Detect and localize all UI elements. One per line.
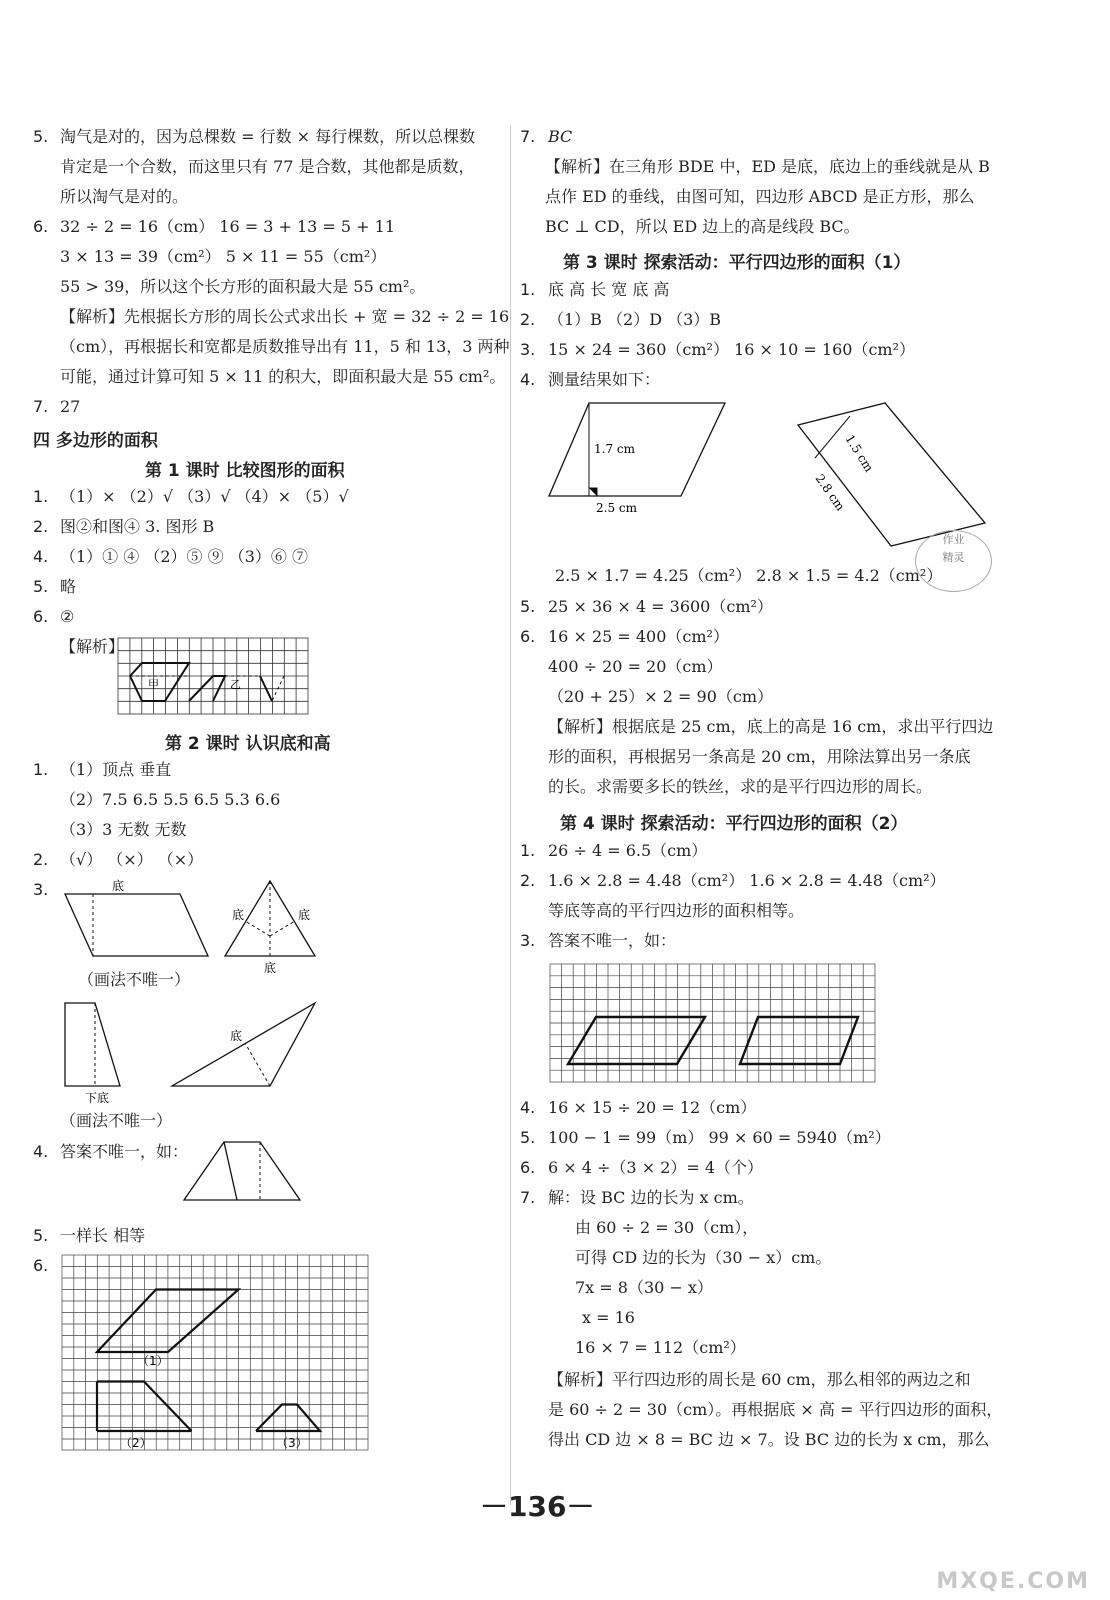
l3-q4-answer: 测量结果如下： <box>548 370 661 389</box>
page-number: －136－ <box>480 1490 595 1523</box>
r-q7-number: 7. <box>520 127 536 146</box>
l3-q6-analysis3: 的长。求需要多长的铁丝，求的是平行四边形的周长。 <box>548 777 933 796</box>
l4-q7-analysis2: 是 60 ÷ 2 = 30（cm）。再根据底 × 高 = 平行四边形的面积， <box>548 1400 1003 1419</box>
lesson2-title: 第 2 课时 认识底和高 <box>165 734 331 754</box>
q5-number: 5. <box>33 127 49 146</box>
l4-q6-answer: 6 × 4 ÷（3 × 2）= 4（个） <box>548 1158 764 1177</box>
l1-q1-number: 1. <box>33 487 49 506</box>
l3-q6-analysis2: 形的面积，再根据另一条高是 20 cm，用除法算出另一条底 <box>548 747 971 766</box>
l1-analysis-label: 【解析】 <box>60 637 125 656</box>
q3-label-6: 下底 <box>85 1091 110 1105</box>
l1-q5-answer: 略 <box>60 577 77 596</box>
l4-q5-number: 5. <box>520 1128 536 1147</box>
q6-line1: 32 ÷ 2 = 16（cm） 16 = 3 + 13 = 5 + 11 <box>60 217 396 236</box>
l2-q4-trapezoid <box>182 1140 302 1202</box>
l3-q5-answer: 25 × 36 × 4 = 3600（cm²） <box>548 597 773 616</box>
l4-q6-number: 6. <box>520 1158 536 1177</box>
l2-q3-shapes-bottom <box>60 998 320 1108</box>
q3-note-1: （画法不唯一） <box>78 970 191 989</box>
l4-q2-number: 2. <box>520 871 536 890</box>
l4-q3-answer: 答案不唯一，如： <box>548 931 677 950</box>
l2-q4-answer: 答案不唯一，如： <box>60 1142 189 1161</box>
q3-label-1: 底 <box>112 879 125 893</box>
l2-q1-line1: （1）顶点 垂直 <box>60 760 172 779</box>
q3-label-5: 底 <box>230 1029 243 1043</box>
q7-number: 7. <box>33 397 49 416</box>
column-divider <box>510 125 511 1505</box>
l3-q1-number: 1. <box>520 280 536 299</box>
l4-q1-answer: 26 ÷ 4 = 6.5（cm） <box>548 841 708 860</box>
l4-q2-line1: 1.6 × 2.8 = 4.48（cm²） 1.6 × 2.8 = 4.48（cm²） <box>548 871 946 890</box>
l3-q6-line3: （20 + 25）× 2 = 90（cm） <box>548 687 774 706</box>
q6-line2: 3 × 13 = 39（cm²） 5 × 11 = 55（cm²） <box>60 247 387 266</box>
l4-q3-number: 3. <box>520 931 536 950</box>
stamp-logo: 作业 精灵 <box>915 530 992 592</box>
l2-q6-number: 6. <box>33 1256 49 1275</box>
l3-q4-number: 4. <box>520 370 536 389</box>
watermark: MXQE.COM <box>936 1569 1090 1594</box>
l3-q3-number: 3. <box>520 340 536 359</box>
l4-q7-analysis3: 得出 CD 边 × 8 = BC 边 × 7。设 BC 边的长为 x cm，那么 <box>548 1430 990 1449</box>
q4-label-4: 2.8 cm <box>812 471 848 514</box>
l4-q7-line6: 16 × 7 = 112（cm²） <box>575 1338 746 1357</box>
lesson4-title: 第 4 课时 探索活动：平行四边形的面积（2） <box>560 814 908 834</box>
l4-q2-line2: 等底等高的平行四边形的面积相等。 <box>548 901 805 920</box>
l4-q4-number: 4. <box>520 1098 536 1117</box>
l4-q7-line3: 可得 CD 边的长为（30 − x）cm。 <box>575 1248 832 1267</box>
q3-label-4: 底 <box>264 961 277 975</box>
l3-q2-answer: （1）B （2）D （3）B <box>548 310 722 329</box>
l2-q1-line3: （3）3 无数 无数 <box>60 820 187 839</box>
l4-q5-answer: 100 − 1 = 99（m） 99 × 60 = 5940（m²） <box>548 1128 891 1147</box>
q6-label-1: （1） <box>137 1354 169 1368</box>
l3-q6-number: 6. <box>520 627 536 646</box>
r-q7-analysis2: 点作 ED 的垂线，由图可知，四边形 ABCD 是正方形，那么 <box>545 187 975 206</box>
l3-q6-analysis1: 【解析】根据底是 25 cm，底上的高是 16 cm，求出平行四边 <box>548 717 994 736</box>
q4-label-1: 1.7 cm <box>594 442 635 456</box>
l4-q7-number: 7. <box>520 1188 536 1207</box>
l4-q7-line4: 7x = 8（30 − x） <box>575 1278 713 1297</box>
grid-label-yi: 乙 <box>230 678 241 691</box>
q5-line1: 淘气是对的，因为总棵数 = 行数 × 每行棵数，所以总棵数 <box>60 127 476 146</box>
l1-q4-answer: （1）① ④ （2）⑤ ⑨ （3）⑥ ⑦ <box>60 547 308 566</box>
lesson1-title: 第 1 课时 比较图形的面积 <box>145 461 345 481</box>
l2-q3-shapes-top <box>60 876 320 976</box>
l3-q2-number: 2. <box>520 310 536 329</box>
l1-grid-figure <box>118 638 308 716</box>
lesson3-title: 第 3 课时 探索活动：平行四边形的面积（1） <box>563 253 911 273</box>
l2-q3-number: 3. <box>33 880 49 899</box>
l3-q6-line1: 16 × 25 = 400（cm²） <box>548 627 729 646</box>
grid-label-jia: 甲 <box>148 678 159 691</box>
l2-q6-grid <box>62 1255 368 1451</box>
r-q7-analysis3: BC ⊥ CD，所以 ED 边上的高是线段 BC。 <box>545 217 860 236</box>
l3-q5-number: 5. <box>520 597 536 616</box>
r-q7-analysis1: 【解析】在三角形 BDE 中，ED 是底，底边上的垂线就是从 B <box>545 157 990 176</box>
q4-label-3: 1.5 cm <box>842 432 877 475</box>
q5-line2: 肯定是一个合数，而这里只有 77 是合数，其他都是质数， <box>60 157 475 176</box>
l4-q4-answer: 16 × 15 ÷ 20 = 12（cm） <box>548 1098 757 1117</box>
l2-q2-number: 2. <box>33 850 49 869</box>
l3-q4-calc: 2.5 × 1.7 = 4.25（cm²） 2.8 × 1.5 = 4.2（cm²） <box>555 566 943 585</box>
q4-label-2: 2.5 cm <box>596 501 637 515</box>
unit4-title: 四 多边形的面积 <box>33 431 158 451</box>
l3-q1-answer: 底 高 长 宽 底 高 <box>548 280 670 299</box>
l1-q6-answer: ② <box>60 607 75 626</box>
q5-line3: 所以淘气是对的。 <box>60 187 189 206</box>
l2-q2-answer: （√） （×） （×） <box>60 850 204 869</box>
l4-q7-line2: 由 60 ÷ 2 = 30（cm）， <box>575 1218 759 1237</box>
l3-q3-answer: 15 × 24 = 360（cm²） 16 × 10 = 160（cm²） <box>548 340 916 359</box>
l2-q1-number: 1. <box>33 760 49 779</box>
q3-label-3: 底 <box>298 908 311 922</box>
l1-q5-number: 5. <box>33 577 49 596</box>
l2-q1-line2: （2）7.5 6.5 5.5 6.5 5.3 6.6 <box>60 790 281 809</box>
l2-q4-number: 4. <box>33 1142 49 1161</box>
q6-analysis3: 可能，通过计算可知 5 × 11 的积大，即面积最大是 55 cm²。 <box>60 367 506 386</box>
l4-q7-analysis1: 【解析】平行四边形的周长是 60 cm，那么相邻的两边之和 <box>548 1370 971 1389</box>
l4-q3-grid <box>550 964 876 1084</box>
q3-note-2: （画法不唯一） <box>60 1111 173 1130</box>
q6-label-2: （2） <box>120 1436 152 1450</box>
q3-label-2: 底 <box>232 908 245 922</box>
l2-q5-number: 5. <box>33 1226 49 1245</box>
l1-q2-answer: 图②和图④ 3. 图形 B <box>60 517 215 536</box>
q7-answer: 27 <box>60 397 81 416</box>
l1-q4-number: 4. <box>33 547 49 566</box>
l1-q2-number: 2. <box>33 517 49 536</box>
q6-analysis1: 【解析】先根据长方形的周长公式求出长 + 宽 = 32 ÷ 2 = 16 <box>60 307 510 326</box>
q6-number: 6. <box>33 217 49 236</box>
l4-q1-number: 1. <box>520 841 536 860</box>
q6-line3: 55 > 39，所以这个长方形的面积最大是 55 cm²。 <box>60 277 426 296</box>
l4-q7-line1: 解：设 BC 边的长为 x cm。 <box>548 1188 754 1207</box>
q6-analysis2: （cm），再根据长和宽都是质数推导出有 11，5 和 13，3 两种 <box>60 337 510 356</box>
r-q7-answer: BC <box>548 127 573 146</box>
l1-q1-answer: （1）× （2）√ （3）√ （4）× （5）√ <box>60 487 349 506</box>
l4-q7-line5: x = 16 <box>582 1308 635 1327</box>
l3-q6-line2: 400 ÷ 20 = 20（cm） <box>548 657 723 676</box>
l1-q6-number: 6. <box>33 607 49 626</box>
q6-label-3: （3） <box>276 1436 308 1450</box>
l2-q5-answer: 一样长 相等 <box>60 1226 146 1245</box>
